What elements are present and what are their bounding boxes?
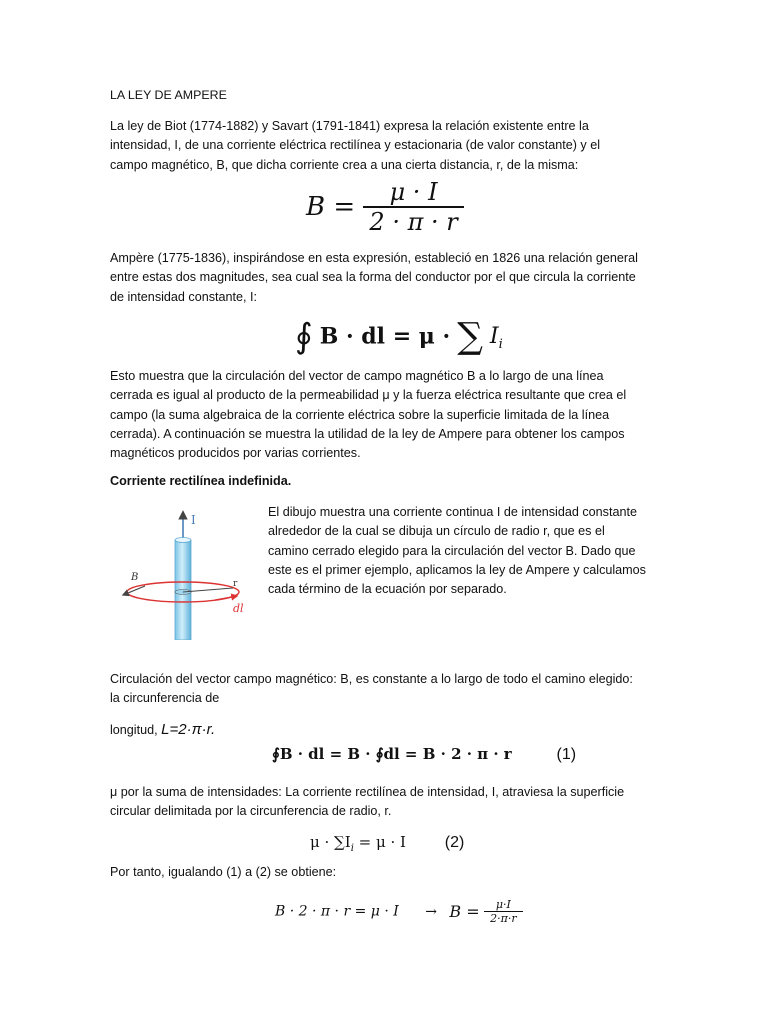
line: Ampère (1775-1836), inspirándose en esta expresión, estableció en 1826 una relación general [110,251,638,265]
page-title: LA LEY DE AMPERE [110,88,227,102]
line: Esto muestra que la circulación del vector de campo magnético B a lo largo de una línea [110,369,604,383]
section-heading: Corriente rectilínea indefinida. [110,474,292,488]
eq-numerator: μ·I [495,898,511,911]
line: camino cerrado elegido para la circulación del vector B. Dado que [268,543,636,558]
paragraph-sum-intensities [110,783,660,822]
paragraph-circulation [110,670,660,709]
equation-biot-savart [306,178,464,236]
paragraph-ampere [110,249,660,307]
eq-body: B · dl = μ · [319,323,451,350]
line: este es el primer ejemplo, aplicamos la ley de Ampere y calculamos [268,562,646,577]
equation-result [275,898,523,925]
label-b: B [131,572,139,583]
line: cerrada es igual al producto de la permeabilidad μ y la fuerza eléctrica resultante que crea el [110,388,627,403]
line: circular delimitada por la circunferencia de radio, r. [110,804,392,819]
equation-ampere-law [295,316,503,357]
equation-2 [310,833,464,854]
line: intensidad, I, de una corriente eléctrica rectilínea y estacionaria (de valor constante) y el [110,138,601,153]
label-current: I [191,513,196,527]
eq-tag: (1) [556,746,577,763]
line: cerrada). A continuación se muestra la utilidad de la ley de Ampere para obtener los campos [110,426,625,441]
label-dl: dl [233,602,244,615]
paragraph-biot-savart [110,117,660,175]
line: entre estas dos magnitudes, sea cual sea la forma del conductor por el que circula la corriente [110,270,636,285]
eq-fraction [363,178,463,236]
line: alrededor de la cual se dibuja un círculo de radio r, que es el [268,524,605,539]
eq-expression: ∮B · dl = B · ∮dl = B · 2 · π · r [272,745,512,763]
line: magnéticos producidos por varias corrientes. [110,446,361,461]
label-radius: r [233,579,238,589]
eq-lhs: B = [306,192,356,222]
paragraph-figure-description [268,503,668,599]
line: campo magnético, B, que dicha corriente crea a una cierta distancia, r, de la misma: [110,157,579,172]
line: La ley de Biot (1774-1882) y Savart (1791-1841) expresa la relación existente entre la [110,119,589,133]
line: la circunferencia de [110,691,220,706]
eq-result-lhs: B = [449,902,480,921]
eq-subscript: i [498,336,503,352]
eq-tag: (2) [444,834,465,851]
wire-top [175,538,191,543]
line: campo (la suma algebraica de la corriente eléctrica sobre la superficie limitada de la línea [110,407,610,422]
paragraph-explanation [110,367,660,463]
eq-denominator: 2·π·r [484,911,522,925]
contour-integral-symbol: ∮ [295,316,313,357]
eq-numerator: μ · I [389,178,438,206]
eq-lhs: B · 2 · π · r = μ · I [275,903,399,920]
line: μ por la suma de intensidades: La corriente rectilínea de intensidad, I, atraviesa la superficie [110,785,625,799]
length-prefix: longitud, [110,723,158,737]
eq-fraction [484,898,522,925]
eq-rhs: = μ · I [358,833,406,851]
paragraph-length [110,720,660,740]
length-formula: L=2·π·r. [161,721,216,738]
line: de intensidad constante, I: [110,289,258,304]
arrow-icon: → [425,903,437,920]
line: cada término de la ecuación por separado. [268,582,507,597]
eq-denominator: 2 · π · r [363,206,463,236]
eq-subscript: i [350,843,354,854]
line: Circulación del vector campo magnético: B, es constante a lo largo de todo el camino elegido: [110,672,633,686]
eq-term: I [489,324,499,349]
paragraph-conclusion: Por tanto, igualando (1) a (2) se obtiene: [110,865,337,879]
dl-vector-arrow [215,596,237,600]
equation-1 [272,745,576,764]
eq-expression: μ · ∑I [310,833,351,851]
line: El dibujo muestra una corriente continua I de intensidad constante [268,505,637,519]
wire-diagram [115,500,260,640]
summation-symbol: ∑ [457,316,483,357]
